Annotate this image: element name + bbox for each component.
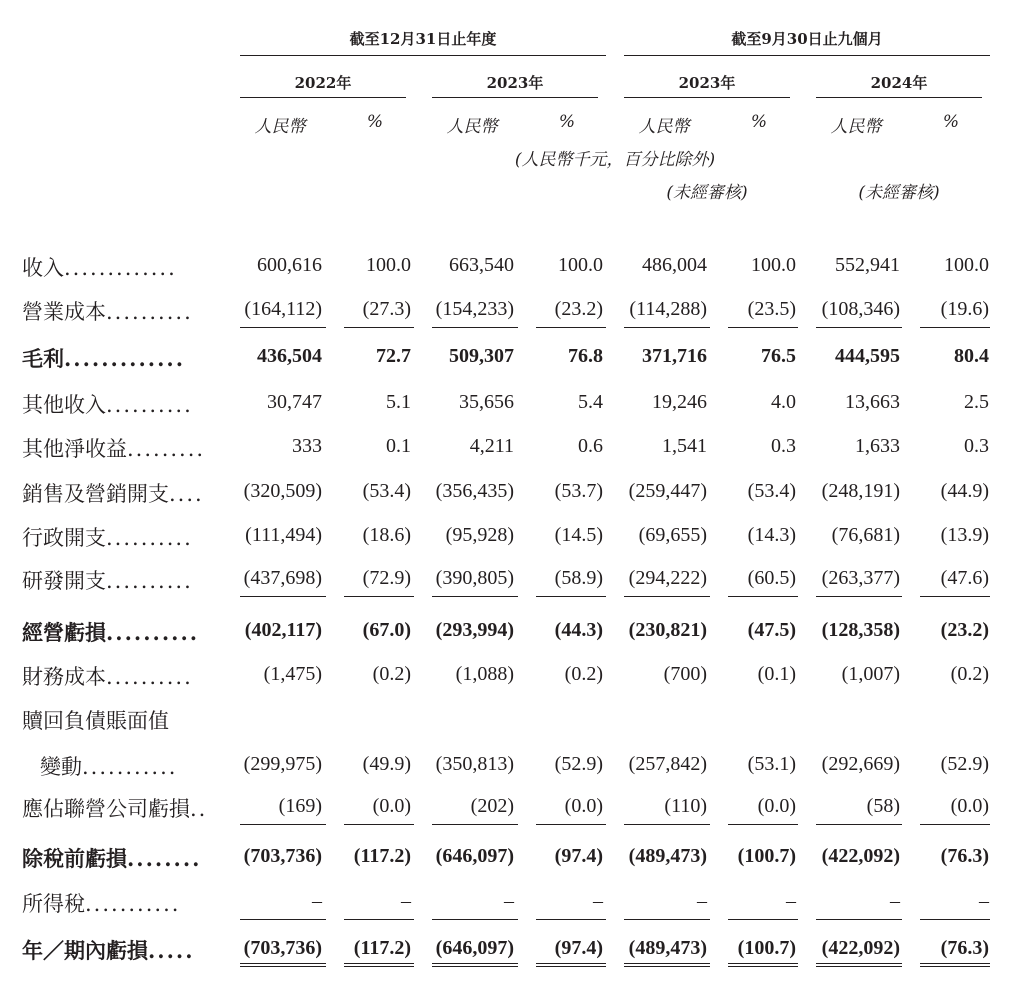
cell-percent: (117.2): [353, 845, 411, 867]
subtotal-rule: [240, 919, 326, 920]
leader-dots: .....: [148, 938, 195, 963]
row-label-text: 應佔聯營公司虧損: [22, 797, 190, 821]
cell-amount: 35,656: [459, 391, 514, 413]
group-rule-fy: [240, 55, 606, 56]
group-rule-9m: [624, 55, 990, 56]
cell-percent: (52.9): [554, 753, 603, 775]
row-label-text: 除稅前虧損: [22, 846, 127, 871]
cell-percent: (14.3): [747, 524, 796, 546]
leader-dots: .............: [64, 256, 177, 280]
cell-amount: 552,941: [835, 254, 900, 276]
cell-amount: 333: [292, 435, 322, 457]
row-label-text: 銷售及營銷開支: [22, 482, 169, 506]
subtotal-rule: [816, 596, 902, 597]
cell-percent: 80.4: [954, 345, 989, 367]
row-label: [22, 843, 202, 873]
leader-dots: ..........: [106, 620, 200, 645]
cell-amount: (390,805): [435, 567, 514, 589]
cell-amount: (111,494): [245, 524, 322, 546]
subtotal-rule: [344, 824, 414, 825]
cell-percent: (23.2): [554, 298, 603, 320]
leader-dots: ..........: [106, 569, 193, 593]
leader-dots: ..........: [106, 300, 193, 324]
year-header: 2023年: [486, 74, 544, 92]
row-label-text: 行政開支: [22, 526, 106, 550]
total-double-rule: [344, 963, 414, 967]
cell-amount: (350,813): [435, 753, 514, 775]
leader-dots: ........: [127, 846, 202, 871]
cell-amount: (646,097): [435, 845, 514, 867]
cell-percent: 0.3: [771, 435, 796, 457]
leader-dots: ....: [169, 482, 204, 506]
cell-percent: (67.0): [362, 619, 411, 641]
cell-amount: (95,928): [445, 524, 514, 546]
cell-percent: 4.0: [771, 391, 796, 413]
year-header: 2024年: [870, 74, 928, 92]
row-label: [22, 793, 207, 823]
cell-percent: 100.0: [558, 254, 603, 276]
cell-amount: 486,004: [642, 254, 707, 276]
cell-percent: (23.2): [940, 619, 989, 641]
subtotal-rule: [344, 919, 414, 920]
subtotal-rule: [728, 596, 798, 597]
cell-percent: 0.6: [578, 435, 603, 457]
cell-percent: 5.4: [578, 391, 603, 413]
cell-amount: 663,540: [449, 254, 514, 276]
row-label: [22, 935, 195, 965]
cell-amount: –: [890, 890, 900, 912]
cell-percent: (14.5): [554, 524, 603, 546]
unit-note: (人民幣千元，百分比除外): [514, 150, 716, 170]
cell-percent: 100.0: [751, 254, 796, 276]
cell-amount: (76,681): [831, 524, 900, 546]
cell-amount: (1,475): [263, 663, 322, 685]
cell-amount: –: [504, 890, 514, 912]
row-label-text: 變動: [40, 755, 82, 779]
subtotal-rule: [816, 919, 902, 920]
unit-rmb: 人民幣: [446, 117, 498, 137]
cell-percent: 76.5: [761, 345, 796, 367]
row-label: [22, 661, 193, 691]
subtotal-rule: [536, 919, 606, 920]
leader-dots: .............: [64, 346, 186, 371]
row-label: [22, 705, 169, 735]
unit-pct: %: [366, 112, 384, 132]
cell-amount: (110): [664, 795, 707, 817]
leader-dots: ...........: [85, 892, 181, 916]
total-double-rule: [624, 963, 710, 967]
row-label-text: 收入: [22, 256, 64, 280]
leader-dots: ..........: [106, 393, 193, 417]
cell-percent: (0.0): [372, 795, 411, 817]
row-label-text: 所得稅: [22, 892, 85, 916]
subtotal-rule: [816, 824, 902, 825]
subtotal-rule: [728, 824, 798, 825]
row-label-text: 財務成本: [22, 665, 106, 689]
cell-amount: (58): [866, 795, 900, 817]
cell-amount: (69,655): [638, 524, 707, 546]
cell-amount: (1,088): [455, 663, 514, 685]
cell-percent: (0.0): [757, 795, 796, 817]
cell-percent: (53.4): [747, 480, 796, 502]
cell-amount: (230,821): [628, 619, 707, 641]
subtotal-rule: [536, 596, 606, 597]
leader-dots: ..........: [106, 665, 193, 689]
cell-amount: 19,246: [652, 391, 707, 413]
row-label-text: 研發開支: [22, 569, 106, 593]
cell-percent: (76.3): [940, 845, 989, 867]
subtotal-rule: [432, 919, 518, 920]
cell-percent: (76.3): [940, 937, 989, 959]
cell-amount: (437,698): [243, 567, 322, 589]
year-rule: [624, 97, 790, 98]
row-label: [22, 252, 177, 282]
subtotal-rule: [240, 327, 326, 328]
total-double-rule: [816, 963, 902, 967]
row-label-text: 毛利: [22, 346, 64, 371]
cell-percent: (23.5): [747, 298, 796, 320]
row-label: [22, 522, 193, 552]
cell-amount: (257,842): [628, 753, 707, 775]
group-header-fy: 截至12月31日止年度: [349, 30, 497, 48]
subtotal-rule: [536, 824, 606, 825]
year-rule: [816, 97, 982, 98]
cell-amount: (259,447): [628, 480, 707, 502]
row-label-text: 營業成本: [22, 300, 106, 324]
year-header: 2023年: [678, 74, 736, 92]
cell-amount: (128,358): [821, 619, 900, 641]
cell-amount: (700): [663, 663, 707, 685]
row-label-text: 年／期內虧損: [22, 938, 148, 963]
subtotal-rule: [728, 919, 798, 920]
cell-amount: (422,092): [821, 937, 900, 959]
cell-percent: (53.4): [362, 480, 411, 502]
subtotal-rule: [344, 327, 414, 328]
total-double-rule: [432, 963, 518, 967]
cell-percent: 100.0: [366, 254, 411, 276]
cell-amount: (703,736): [243, 937, 322, 959]
cell-amount: (320,509): [243, 480, 322, 502]
subtotal-rule: [240, 596, 326, 597]
unit-pct: %: [558, 112, 576, 132]
cell-percent: (47.6): [940, 567, 989, 589]
cell-amount: (1,007): [841, 663, 900, 685]
cell-amount: (402,117): [244, 619, 322, 641]
subtotal-rule: [624, 596, 710, 597]
cell-percent: (53.1): [747, 753, 796, 775]
cell-amount: 600,616: [257, 254, 322, 276]
cell-percent: 5.1: [386, 391, 411, 413]
row-label-text: 其他淨收益: [22, 437, 127, 461]
cell-amount: –: [697, 890, 707, 912]
cell-percent: –: [786, 890, 796, 912]
cell-amount: 444,595: [835, 345, 900, 367]
subtotal-rule: [432, 596, 518, 597]
total-double-rule: [920, 963, 990, 967]
cell-percent: 0.3: [964, 435, 989, 457]
cell-amount: (108,346): [821, 298, 900, 320]
cell-percent: (58.9): [554, 567, 603, 589]
subtotal-rule: [624, 919, 710, 920]
subtotal-rule: [624, 824, 710, 825]
cell-amount: (489,473): [628, 937, 707, 959]
subtotal-rule: [240, 824, 326, 825]
cell-amount: 1,633: [855, 435, 900, 457]
cell-percent: (49.9): [362, 753, 411, 775]
year-header: 2022年: [294, 74, 352, 92]
cell-amount: (646,097): [435, 937, 514, 959]
subtotal-rule: [920, 919, 990, 920]
cell-percent: (44.9): [940, 480, 989, 502]
cell-percent: (47.5): [747, 619, 796, 641]
cell-amount: 371,716: [642, 345, 707, 367]
cell-percent: (60.5): [747, 567, 796, 589]
cell-amount: (293,994): [435, 619, 514, 641]
subtotal-rule: [920, 824, 990, 825]
row-label-text: 其他收入: [22, 393, 106, 417]
cell-amount: (356,435): [435, 480, 514, 502]
subtotal-rule: [344, 596, 414, 597]
row-label: [22, 617, 199, 647]
cell-amount: (292,669): [821, 753, 900, 775]
total-double-rule: [536, 963, 606, 967]
cell-amount: (294,222): [628, 567, 707, 589]
row-label: [22, 478, 204, 508]
cell-percent: 0.1: [386, 435, 411, 457]
row-label: [22, 888, 180, 918]
cell-percent: (0.0): [564, 795, 603, 817]
subtotal-rule: [728, 327, 798, 328]
unaudited-note: (未經審核): [858, 183, 940, 203]
cell-amount: (169): [278, 795, 322, 817]
cell-percent: (117.2): [353, 937, 411, 959]
cell-amount: 436,504: [257, 345, 322, 367]
unaudited-note: (未經審核): [666, 183, 748, 203]
cell-percent: 76.8: [568, 345, 603, 367]
cell-percent: (0.2): [950, 663, 989, 685]
cell-amount: 13,663: [845, 391, 900, 413]
cell-amount: (422,092): [821, 845, 900, 867]
cell-amount: 509,307: [449, 345, 514, 367]
cell-percent: –: [593, 890, 603, 912]
cell-amount: (299,975): [243, 753, 322, 775]
unit-pct: %: [750, 112, 768, 132]
row-label-text: 經營虧損: [22, 620, 106, 645]
cell-percent: (100.7): [737, 845, 796, 867]
group-header-9m: 截至9月30日止九個月: [731, 30, 883, 48]
total-double-rule: [728, 963, 798, 967]
row-label: [22, 433, 205, 463]
cell-percent: (0.1): [757, 663, 796, 685]
row-label: [22, 296, 193, 326]
row-label: [22, 343, 185, 373]
subtotal-rule: [816, 327, 902, 328]
cell-percent: (97.4): [554, 937, 603, 959]
cell-percent: (72.9): [362, 567, 411, 589]
cell-amount: 4,211: [469, 435, 514, 457]
cell-percent: 72.7: [376, 345, 411, 367]
cell-amount: (248,191): [821, 480, 900, 502]
unit-rmb: 人民幣: [638, 117, 690, 137]
cell-amount: (703,736): [243, 845, 322, 867]
subtotal-rule: [920, 596, 990, 597]
cell-amount: (202): [470, 795, 514, 817]
subtotal-rule: [624, 327, 710, 328]
cell-percent: (19.6): [940, 298, 989, 320]
subtotal-rule: [432, 327, 518, 328]
row-label-text: 贖回負債賬面值: [22, 709, 169, 733]
unit-rmb: 人民幣: [254, 117, 306, 137]
year-rule: [240, 97, 406, 98]
cell-amount: –: [312, 890, 322, 912]
cell-percent: –: [979, 890, 989, 912]
cell-amount: 30,747: [267, 391, 322, 413]
leader-dots: ...........: [82, 755, 178, 779]
cell-percent: (0.2): [564, 663, 603, 685]
year-rule: [432, 97, 598, 98]
cell-amount: (164,112): [244, 298, 322, 320]
row-label: [40, 751, 177, 781]
cell-percent: (100.7): [737, 937, 796, 959]
total-double-rule: [240, 963, 326, 967]
unit-pct: %: [942, 112, 960, 132]
cell-percent: (13.9): [940, 524, 989, 546]
cell-percent: –: [401, 890, 411, 912]
cell-percent: (53.7): [554, 480, 603, 502]
row-label: [22, 389, 193, 419]
leader-dots: .........: [127, 437, 206, 461]
cell-percent: (52.9): [940, 753, 989, 775]
cell-percent: (0.0): [950, 795, 989, 817]
unit-rmb: 人民幣: [830, 117, 882, 137]
subtotal-rule: [536, 327, 606, 328]
leader-dots: ..: [190, 797, 208, 821]
cell-percent: (0.2): [372, 663, 411, 685]
cell-amount: (114,288): [629, 298, 707, 320]
subtotal-rule: [432, 824, 518, 825]
cell-percent: (44.3): [554, 619, 603, 641]
cell-percent: (27.3): [362, 298, 411, 320]
cell-percent: (97.4): [554, 845, 603, 867]
cell-percent: 100.0: [944, 254, 989, 276]
subtotal-rule: [920, 327, 990, 328]
cell-amount: (489,473): [628, 845, 707, 867]
row-label: [22, 565, 193, 595]
cell-amount: 1,541: [662, 435, 707, 457]
cell-percent: (18.6): [362, 524, 411, 546]
cell-amount: (154,233): [435, 298, 514, 320]
cell-percent: 2.5: [964, 391, 989, 413]
cell-amount: (263,377): [821, 567, 900, 589]
leader-dots: ..........: [106, 526, 193, 550]
